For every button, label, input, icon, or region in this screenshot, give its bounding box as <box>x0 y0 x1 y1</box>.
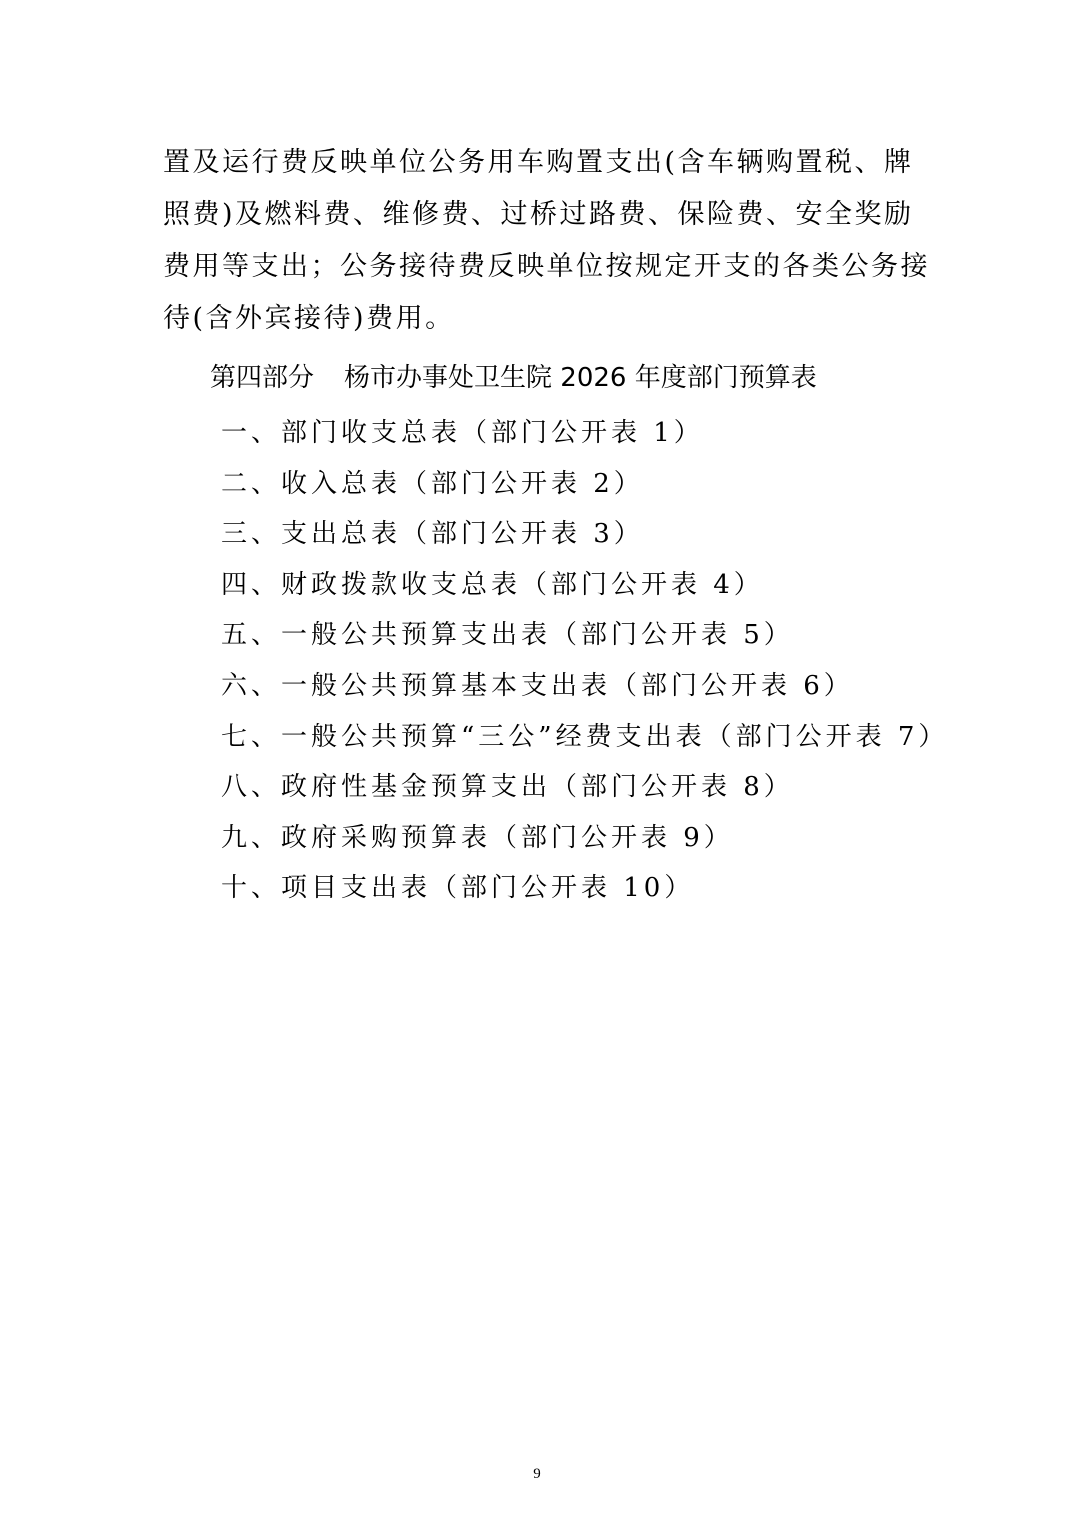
paragraph-line: 费用等支出；公务接待费反映单位按规定开支的各类公务接 <box>163 251 930 282</box>
body-paragraph <box>163 137 930 345</box>
table-list-item: 三、支出总表（部门公开表 3） <box>221 519 644 550</box>
table-list-item: 五、一般公共预算支出表（部门公开表 5） <box>221 620 794 651</box>
section-heading <box>210 356 817 400</box>
table-list-item: 四、财政拨款收支总表（部门公开表 4） <box>221 569 764 600</box>
paragraph-line: 置及运行费反映单位公务用车购置支出(含车辆购置税、牌 <box>163 147 914 178</box>
table-list-item: 二、收入总表（部门公开表 2） <box>221 468 644 499</box>
table-list-item: 七、一般公共预算“三公”经费支出表（部门公开表 7） <box>221 721 949 752</box>
section-title: 杨市办事处卫生院 2026 年度部门预算表 <box>344 363 817 393</box>
table-list-item: 六、一般公共预算基本支出表（部门公开表 6） <box>221 670 854 701</box>
table-list-item: 一、部门收支总表（部门公开表 1） <box>221 418 704 448</box>
section-part-label: 第四部分 <box>210 363 315 393</box>
page-number: 9 <box>533 1466 541 1482</box>
table-list <box>221 408 948 914</box>
table-list-item: 十、项目支出表（部门公开表 10） <box>221 873 695 904</box>
table-list-item: 八、政府性基金预算支出（部门公开表 8） <box>221 772 794 803</box>
paragraph-line: 照费)及燃料费、维修费、过桥过路费、保险费、安全奖励 <box>163 199 914 230</box>
paragraph-line: 待(含外宾接待)费用。 <box>163 303 455 334</box>
table-list-item: 九、政府采购预算表（部门公开表 9） <box>221 822 734 853</box>
